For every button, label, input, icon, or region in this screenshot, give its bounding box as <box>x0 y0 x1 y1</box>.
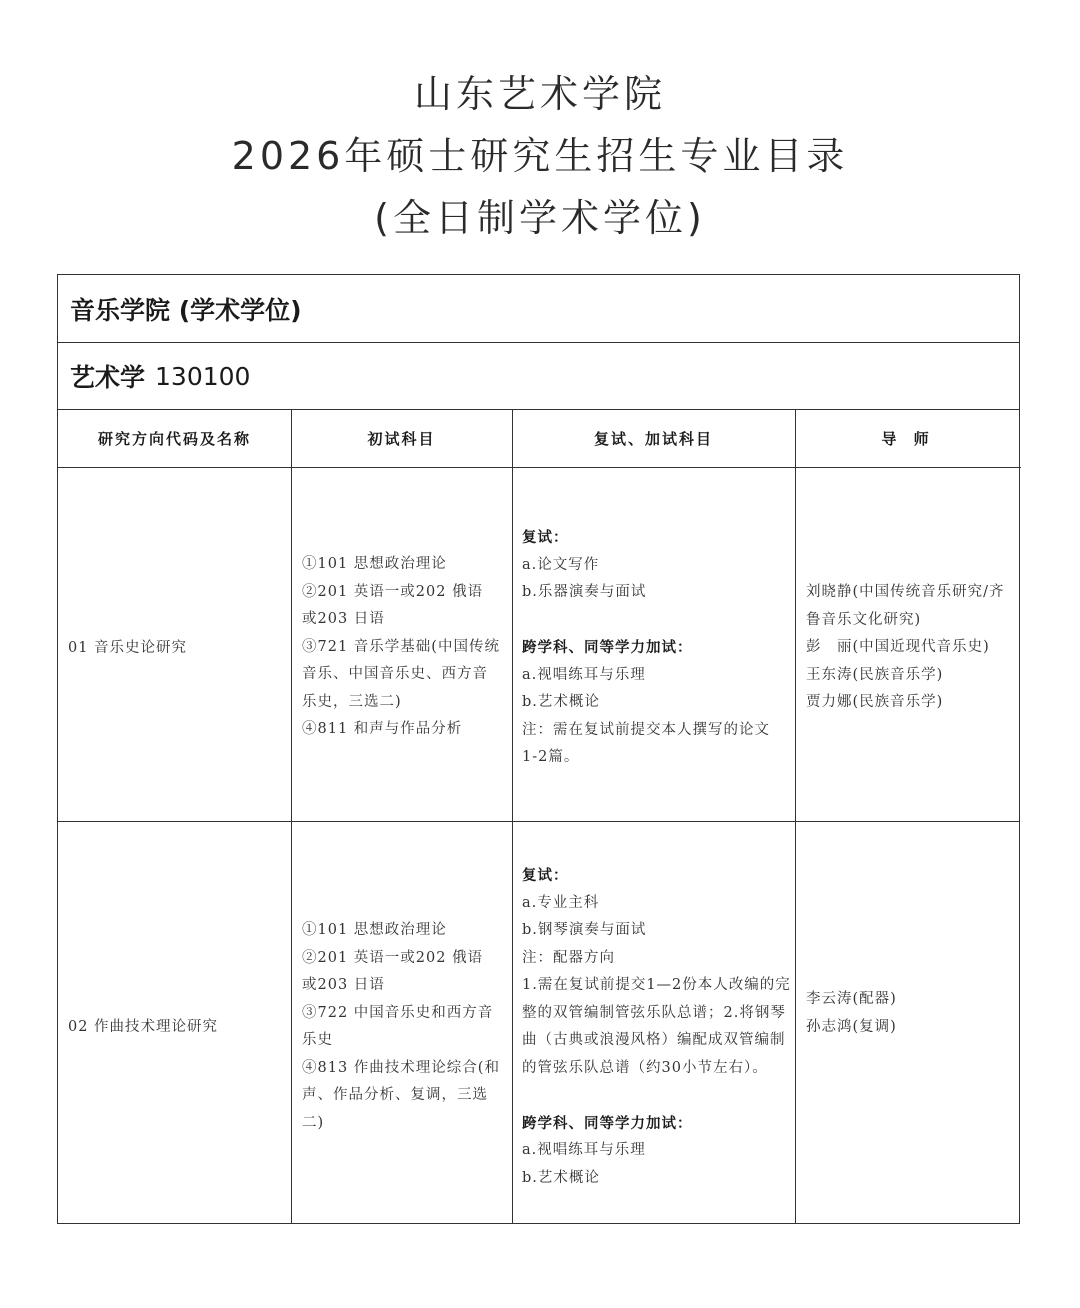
subject-line: ③721 音乐学基础(中国传统 <box>302 638 500 655</box>
note-line: 注：需在复试前提交本人撰写的论文 <box>522 721 770 738</box>
subject-line: 或203 日语 <box>302 611 385 627</box>
subject-line: 乐史 <box>302 1032 333 1048</box>
header-retest: 复试、加试科目 <box>512 410 795 468</box>
subject-line: ④811 和声与作品分析 <box>302 721 463 737</box>
subject-line: ④813 作曲技术理论综合(和 <box>302 1059 500 1076</box>
row1-retest-subjects <box>522 524 792 772</box>
retest-item: a.专业主科 <box>522 894 600 911</box>
extra-test-heading: 跨学科、同等学力加试： <box>522 639 693 656</box>
retest-item: b.钢琴演奏与面试 <box>522 922 647 938</box>
note-line: 的管弦乐队总谱（约30小节左右）。 <box>522 1059 768 1076</box>
extra-test-item: a.视唱练耳与乐理 <box>522 666 646 683</box>
tutor-line: 彭 丽(中国近现代音乐史) <box>806 639 990 655</box>
subject-line: 或203 日语 <box>302 977 385 993</box>
extra-test-item: b.艺术概论 <box>522 694 600 710</box>
note-line: 1.需在复试前提交1—2份本人改编的完 <box>522 977 791 993</box>
retest-heading: 复试： <box>522 529 569 546</box>
subject-line: 二) <box>302 1114 325 1131</box>
row1-initial-subjects <box>302 551 508 744</box>
header-initial: 初试科目 <box>291 410 512 468</box>
retest-heading: 复试： <box>522 867 569 884</box>
tutor-line: 刘晓静(中国传统音乐研究/齐 <box>806 584 1005 600</box>
catalog-table <box>57 274 1020 1224</box>
college-heading: 音乐学院 (学术学位) <box>58 275 1019 343</box>
extra-test-item: a.视唱练耳与乐理 <box>522 1142 646 1158</box>
document-title: 山东艺术学院 <box>413 72 666 116</box>
row1-tutors <box>806 579 1018 717</box>
subject-line: ①101 思想政治理论 <box>302 556 447 572</box>
major-code: 130100 <box>155 361 251 391</box>
subject-line: ③722 中国音乐史和西方音 <box>302 1004 494 1021</box>
retest-item: b.乐器演奏与面试 <box>522 584 647 600</box>
column-divider <box>512 410 513 1223</box>
document-subtitle: 2026年硕士研究生招生专业目录 <box>231 134 849 178</box>
subject-line: 乐史，三选二) <box>302 693 402 710</box>
tutor-line: 鲁音乐文化研究) <box>806 611 922 628</box>
header-direction: 研究方向代码及名称 <box>58 410 291 468</box>
tutor-line: 李云涛(配器) <box>806 991 897 1007</box>
row2-retest-subjects <box>522 862 794 1192</box>
degree-type: (全日制学术学位) <box>374 196 706 240</box>
row2-direction: 02 作曲技术理论研究 <box>68 1019 219 1035</box>
extra-test-heading: 跨学科、同等学力加试： <box>522 1114 693 1132</box>
row2-initial-subjects <box>302 917 508 1137</box>
subject-line: ②201 英语一或202 俄语 <box>302 949 484 966</box>
tutor-line: 孙志鸿(复调) <box>806 1018 897 1035</box>
row2-tutors <box>806 986 1018 1041</box>
extra-test-item: b.艺术概论 <box>522 1169 600 1186</box>
subject-line: 音乐、中国音乐史、西方音 <box>302 666 488 682</box>
note-line: 曲（古典或浪漫风格）编配成双管编制 <box>522 1032 786 1048</box>
major-heading <box>58 343 1019 410</box>
retest-item: a.论文写作 <box>522 556 600 573</box>
note-line: 整的双管编制管弦乐队总谱；2.将钢琴 <box>522 1004 786 1021</box>
column-divider <box>795 410 796 1223</box>
note-line: 注：配器方向 <box>522 949 615 966</box>
subject-line: 声、作品分析、复调，三选 <box>302 1087 488 1103</box>
subject-line: ②201 英语一或202 俄语 <box>302 583 484 600</box>
major-name: 艺术学 <box>70 363 146 392</box>
note-line: 1-2篇。 <box>522 749 580 765</box>
header-tutor: 导 师 <box>795 410 1021 468</box>
column-divider <box>291 410 292 1223</box>
tutor-line: 王东涛(民族音乐学) <box>806 666 944 683</box>
row1-direction: 01 音乐史论研究 <box>68 640 188 656</box>
subject-line: ①101 思想政治理论 <box>302 922 447 938</box>
row-divider <box>58 821 1019 822</box>
tutor-line: 贾力娜(民族音乐学) <box>806 694 944 710</box>
